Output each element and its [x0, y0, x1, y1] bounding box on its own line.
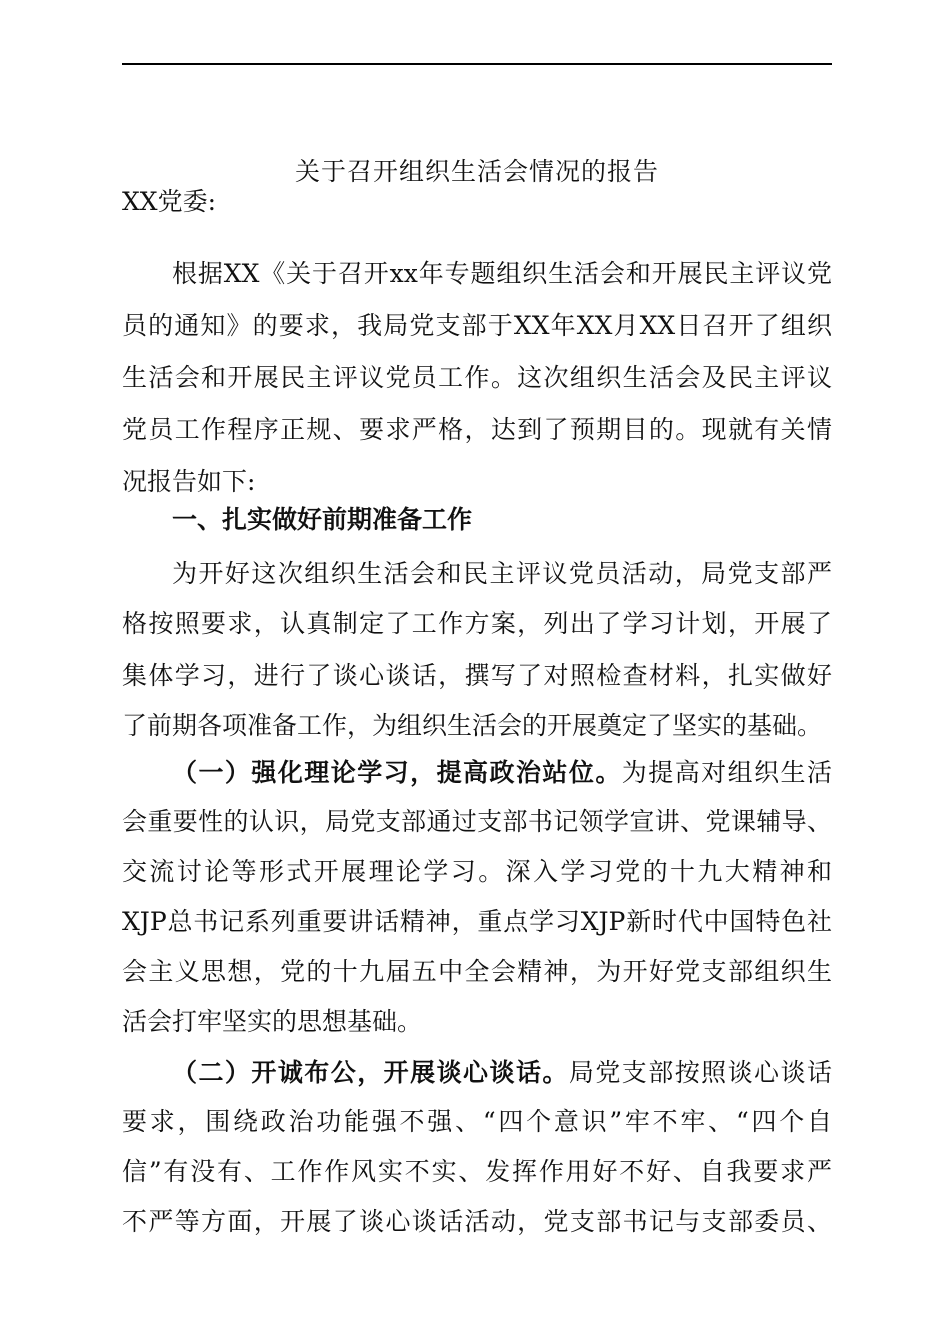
intro-line: 党员工作程序正规、要求严格，达到了预期目的。现就有关情	[122, 415, 832, 444]
intro-line: 生活会和开展民主评议党员工作。这次组织生活会及民主评议	[122, 363, 832, 392]
section-heading: 一、扎实做好前期准备工作	[172, 505, 473, 534]
subsection-line: 会主义思想，党的十九届五中全会精神，为开好党支部组织生	[122, 957, 832, 986]
subsection-line: 信”有没有、工作作风实不实、发挥作用好不好、自我要求严	[122, 1157, 832, 1186]
document-title: 关于召开组织生活会情况的报告	[294, 157, 659, 186]
subsection-heading: （一）强化理论学习，提高政治站位。	[172, 758, 622, 787]
section-line: 为开好这次组织生活会和民主评议党员活动，局党支部严	[172, 559, 832, 588]
subsection-line: 交流讨论等形式开展理论学习。深入学习党的十九大精神和	[122, 857, 832, 886]
subsection-first-line	[172, 753, 832, 793]
subsection-line-rest: 为提高对组织生活	[621, 758, 832, 787]
intro-line: 员的通知》的要求，我局党支部于XX年XX月XX日召开了组织	[122, 311, 832, 340]
intro-line: 况报告如下:	[122, 467, 256, 496]
section-line: 格按照要求，认真制定了工作方案，列出了学习计划，开展了	[122, 609, 832, 638]
header-rule	[122, 63, 832, 65]
subsection-line: XJP总书记系列重要讲话精神，重点学习XJP新时代中国特色社	[122, 907, 832, 936]
subsection-first-line	[172, 1053, 832, 1093]
intro-line: 根据XX《关于召开xx年专题组织生活会和开展民主评议党	[172, 259, 832, 288]
salutation: XX党委:	[122, 187, 217, 216]
subsection-line: 要求，围绕政治功能强不强、“四个意识”牢不牢、“四个自	[122, 1107, 832, 1136]
subsection-heading: （二）开诚布公，开展谈心谈话。	[172, 1058, 569, 1087]
section-line: 集体学习，进行了谈心谈话，撰写了对照检查材料，扎实做好	[122, 661, 832, 690]
subsection-line: 不严等方面，开展了谈心谈话活动，党支部书记与支部委员、	[122, 1207, 832, 1236]
subsection-line: 活会打牢坚实的思想基础。	[122, 1007, 423, 1036]
section-line: 了前期各项准备工作，为组织生活会的开展奠定了坚实的基础。	[122, 711, 823, 740]
subsection-line: 会重要性的认识，局党支部通过支部书记领学宣讲、党课辅导、	[122, 807, 832, 836]
subsection-line-rest: 局党支部按照谈心谈话	[568, 1058, 832, 1087]
